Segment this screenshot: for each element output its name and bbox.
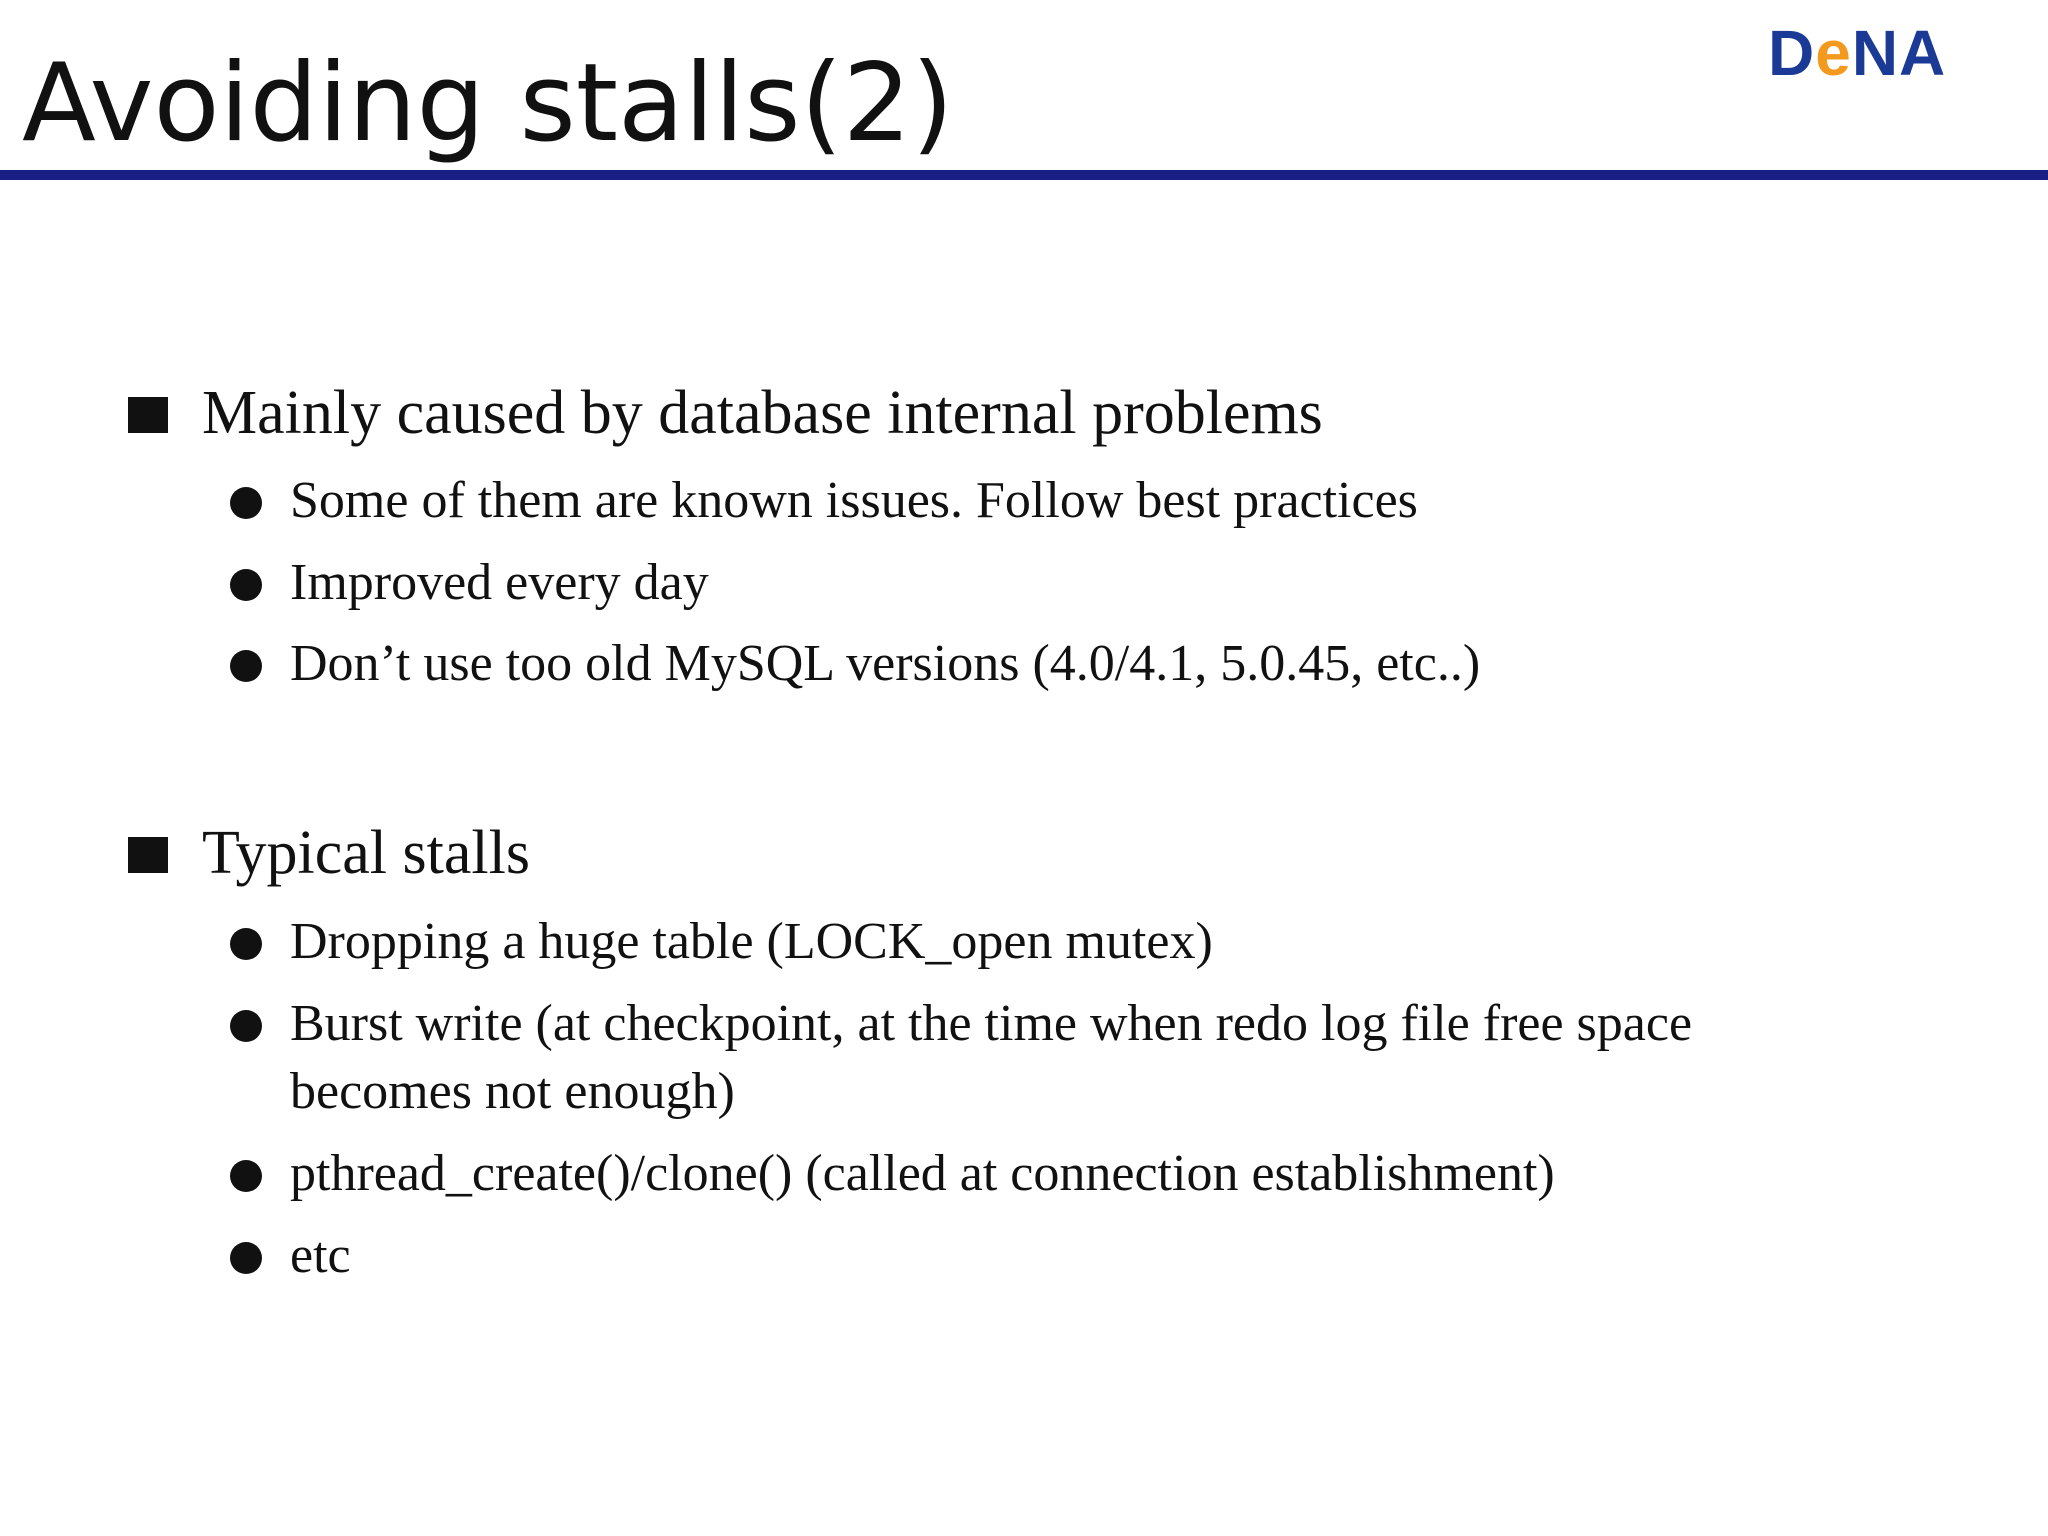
list-item-text: Don’t use too old MySQL versions (4.0/4.1, 5.0.45, etc..) <box>290 635 1481 692</box>
square-bullet-icon <box>128 837 168 873</box>
list-item-text-continued: becomes not enough) <box>290 1063 735 1120</box>
round-bullet-icon <box>230 928 262 960</box>
list-item-text: pthread_create()/clone() (called at connection establishment) <box>290 1145 1555 1202</box>
list-item-text: Improved every day <box>290 554 709 611</box>
list-item-text: Burst write (at checkpoint, at the time when redo log file free space <box>290 995 1693 1052</box>
round-bullet-icon <box>230 1242 262 1274</box>
logo-letter-d: D <box>1768 17 1816 89</box>
square-bullet-icon <box>128 397 168 433</box>
logo-letter-e: e <box>1815 17 1852 89</box>
list-item-text: etc <box>290 1227 351 1284</box>
round-bullet-icon <box>230 650 262 682</box>
list-item-text: Dropping a huge table (LOCK_open mutex) <box>290 913 1213 970</box>
list-item-text: Some of them are known issues. Follow best practices <box>290 472 1418 529</box>
slide-title: Avoiding stalls(2) <box>22 41 954 166</box>
section-heading-text: Typical stalls <box>202 819 530 887</box>
round-bullet-icon <box>230 487 262 519</box>
round-bullet-icon <box>230 1160 262 1192</box>
logo-letters-na: NA <box>1851 17 1947 89</box>
section-heading-text: Mainly caused by database internal problems <box>202 379 1323 447</box>
round-bullet-icon <box>230 569 262 601</box>
round-bullet-icon <box>230 1010 262 1042</box>
